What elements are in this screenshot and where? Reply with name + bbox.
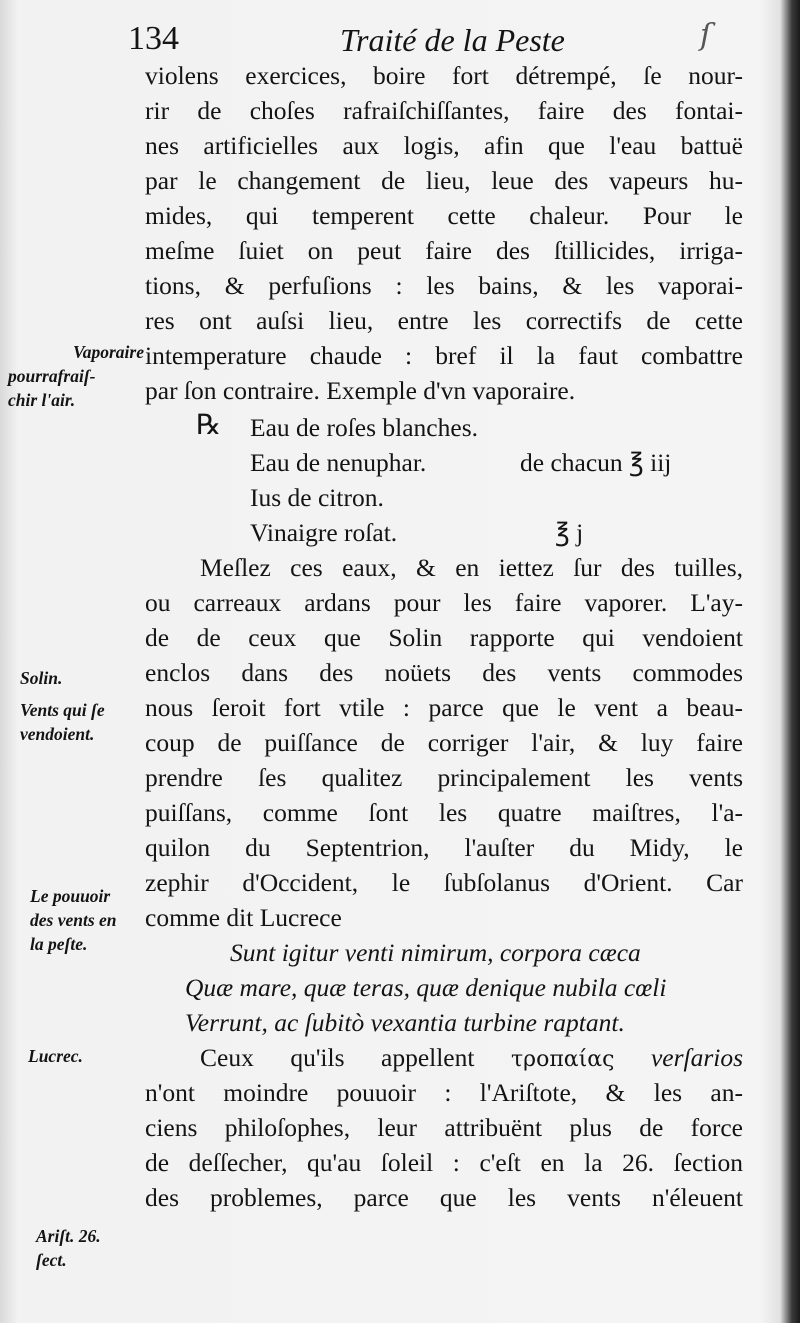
margin-note-vaporaire — [8, 340, 144, 412]
verse-line: Quæ mare, quæ teras, quæ denique nubila cœli — [185, 973, 667, 1002]
margin-note-line: Vents qui ſe — [20, 700, 105, 720]
recipe-ingredient: Eau de roſes blanches. — [250, 413, 478, 442]
recipe-ingredient: Ius de citron. — [250, 483, 384, 512]
margin-note-line: pourrafraiſ- — [8, 366, 96, 386]
text-line: res ont auſsi lieu, entre les correctifs de cette — [145, 306, 743, 335]
text-line: de deſſecher, qu'au ſoleil : c'eſt en la 26. ſection — [145, 1148, 743, 1177]
text-line: par ſon contraire. Exemple d'vn vaporaire. — [145, 376, 576, 405]
margin-note-line: des vents en — [30, 910, 117, 930]
text-line: par le changement de lieu, leue des vapeurs hu- — [145, 166, 743, 195]
margin-note-pouuoir — [30, 884, 166, 956]
text-line: de de ceux que Solin rapporte qui vendoient — [145, 623, 743, 652]
text-line-with-greek — [200, 1040, 743, 1075]
text-line: prendre ſes qualitez principalement les vents — [145, 763, 743, 792]
text-line: puiſſans, comme ſont les quatre maiſtres, l'a- — [145, 798, 743, 827]
text-line: coup de puiſſance de corriger l'air, & luy faire — [145, 728, 743, 757]
recipe-ingredient: Vinaigre roſat. — [250, 518, 398, 547]
text-line: nous ſeroit fort vtile : parce que le vent a beau- — [145, 693, 743, 722]
running-title: Traité de la Peste — [340, 22, 565, 58]
margin-note-solin — [20, 666, 156, 690]
text-fragment: Ceux qu'ils appellent — [200, 1043, 475, 1072]
text-line: nes artificielles aux logis, afin que l'eau battuë — [145, 131, 743, 160]
margin-note-line: Lucrec. — [28, 1046, 83, 1066]
text-line: meſme ſuiet on peut faire des ſtillicides, irriga- — [145, 236, 743, 265]
margin-note-line: la peſte. — [30, 934, 88, 954]
corner-mark: ſ — [700, 18, 712, 53]
text-line: ciens philoſophes, leur attribuënt plus de force — [145, 1113, 743, 1142]
text-line: violens exercices, boire fort détrempé, ſe nour- — [145, 61, 743, 90]
margin-note-line: Vaporaire — [73, 342, 144, 362]
text-line: enclos dans des noüets des vents commodes — [145, 658, 743, 687]
margin-note-line: vendoient. — [20, 724, 95, 744]
latin-word: verſarios — [650, 1043, 744, 1072]
recipe-dose: ℥ j — [555, 518, 584, 547]
text-line: quilon du Septentrion, l'auſter du Midy, le — [145, 833, 743, 862]
verse-line: Sunt igitur venti nimirum, corpora cæca — [230, 938, 641, 967]
recipe-dose: de chacun ℥ iij — [520, 448, 672, 477]
greek-word: τροπαίας — [510, 1047, 615, 1072]
verse-line: Verrunt, ac ſubitò vexantia turbine raptant. — [185, 1008, 625, 1037]
margin-note-arist — [36, 1224, 172, 1272]
margin-note-vents — [20, 698, 156, 746]
text-line: comme dit Lucrece — [145, 903, 342, 932]
margin-note-line: Ariſt. 26. — [36, 1226, 101, 1246]
margin-note-line: Le pouuoir — [30, 886, 111, 906]
margin-note-line: chir l'air. — [8, 390, 76, 410]
rx-icon: ℞ — [196, 408, 222, 441]
margin-note-line: ſect. — [36, 1250, 67, 1270]
text-line: ou carreaux ardans pour les faire vaporer. L'ay- — [145, 588, 743, 617]
text-line: mides, qui temperent cette chaleur. Pour le — [145, 201, 743, 230]
text-line: intemperature chaude : bref il la faut combattre — [145, 341, 743, 370]
recipe-ingredient: Eau de nenuphar. — [250, 448, 427, 477]
text-line: Meſlez ces eaux, & en iettez ſur des tuilles, — [200, 553, 743, 582]
text-line: n'ont moindre pouuoir : l'Ariſtote, & les an- — [145, 1078, 743, 1107]
text-line: des problemes, parce que les vents n'éleuent — [145, 1183, 743, 1212]
text-line: rir de choſes rafraiſchiſſantes, faire des fontai- — [145, 96, 743, 125]
page-number: 134 — [128, 20, 179, 57]
page-header — [0, 14, 800, 60]
margin-note-line: Solin. — [20, 668, 63, 688]
text-line: zephir d'Occident, le ſubſolanus d'Orient. Car — [145, 868, 743, 897]
margin-note-lucrec — [28, 1044, 164, 1068]
text-line: tions, & perfuſions : les bains, & les vaporai- — [145, 271, 743, 300]
